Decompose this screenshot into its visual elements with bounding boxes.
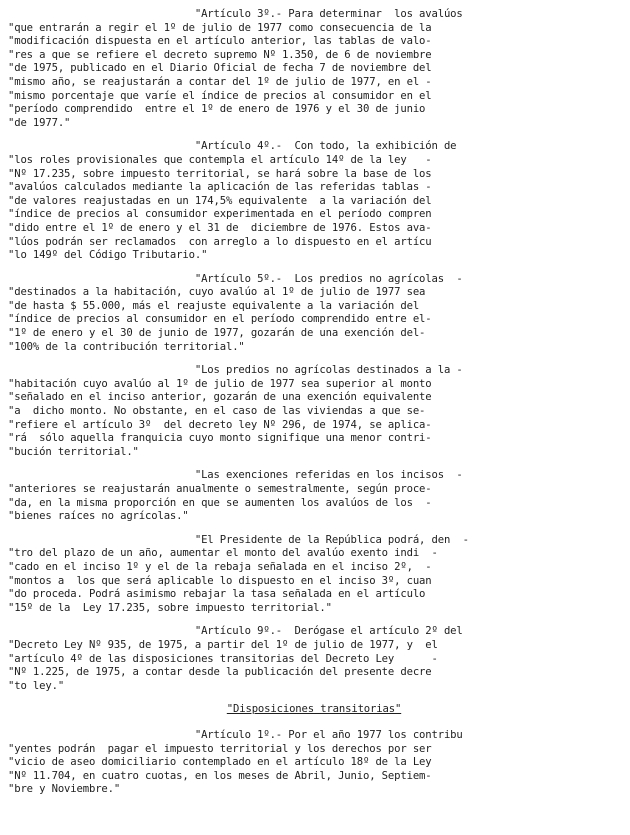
text-line: "lúos podrán ser reclamados con arreglo a lo dispuesto en el artícu: [8, 235, 432, 248]
text-line: "que entrarán a regir el 1º de julio de 1977 como consecuencia de la: [8, 21, 432, 34]
text-line: "Nº 17.235, sobre impuesto territorial, se hará sobre la base de los: [8, 167, 432, 180]
text-line: "de 1975, publicado en el Diario Oficial de fecha 7 de noviembre del: [8, 62, 432, 75]
text-line: "índice de precios al consumidor experimentada en el período compren: [8, 208, 432, 221]
text-line: "tro del plazo de un año, aumentar el monto del avalúo exento indi -: [8, 547, 438, 560]
section-heading-text: "Disposiciones transitorias": [226, 703, 402, 716]
text-line: "Nº 1.225, de 1975, a contar desde la publicación del presente decre: [8, 666, 432, 679]
article-paragraph: [8, 8, 620, 130]
text-line: "montos a los que será aplicable lo dispuesto en el inciso 3º, cuan: [8, 574, 432, 587]
article-paragraph: [8, 625, 620, 693]
text-line: "15º de la Ley 17.235, sobre impuesto territorial.": [8, 601, 332, 614]
text-line: "bienes raíces no agrícolas.": [8, 510, 189, 523]
text-line: "Decreto Ley Nº 935, de 1975, a partir del 1º de julio de 1977, y el: [8, 638, 438, 651]
text-line: "to ley.": [8, 679, 65, 692]
text-line: "100% de la contribución territorial.": [8, 340, 245, 353]
article-paragraph: [8, 364, 620, 459]
text-line: "Artículo 3º.- Para determinar los avalúos: [8, 8, 463, 20]
article-paragraph: [8, 273, 620, 355]
article-paragraph: [8, 140, 620, 262]
article-paragraph: [8, 534, 620, 616]
text-line: "1º de enero y el 30 de junio de 1977, gozarán de una exención del-: [8, 327, 426, 340]
text-line: "señalado en el inciso anterior, gozarán de una exención equivalente: [8, 391, 432, 404]
text-line: "bución territorial.": [8, 445, 139, 458]
text-line: "lo 149º del Código Tributario.": [8, 249, 208, 262]
text-line: "Artículo 4º.- Con todo, la exhibición de: [8, 140, 457, 153]
document-body: [8, 8, 620, 693]
text-line: "avalúos calculados mediante la aplicación de las referidas tablas -: [8, 181, 432, 194]
text-line: "artículo 4º de las disposiciones transitorias del Decreto Ley -: [8, 652, 438, 665]
text-line: "Artículo 1º.- Por el año 1977 los contribu: [8, 728, 463, 741]
text-line: "de hasta $ 55.000, más el reajuste equivalente a la variación del: [8, 299, 420, 312]
text-line: "de valores reajustadas en un 174,5% equivalente a la variación del: [8, 194, 432, 207]
text-line: "dido entre el 1º de enero y el 31 de diciembre de 1976. Estos ava-: [8, 221, 432, 234]
text-line: "yentes podrán pagar el impuesto territorial y los derechos por ser: [8, 742, 432, 755]
text-line: "do proceda. Podrá asimismo rebajar la tasa señalada en el artículo: [8, 588, 426, 601]
text-line: "res a que se refiere el decreto supremo Nº 1.350, de 6 de noviembre: [8, 48, 432, 61]
text-line: "período comprendido entre el 1º de enero de 1976 y el 30 de junio: [8, 103, 426, 116]
text-line: "rá sólo aquella franquicia cuyo monto signifique una menor contri-: [8, 432, 432, 445]
text-line: "habitación cuyo avalúo al 1º de julio de 1977 sea superior al monto: [8, 377, 432, 390]
text-line: "modificación dispuesta en el artículo anterior, las tablas de valo-: [8, 35, 432, 48]
text-line: "anteriores se reajustarán anualmente o semestralmente, según proce-: [8, 483, 432, 495]
text-line: "a dicho monto. No obstante, en el caso de las viviendas a que se-: [8, 405, 426, 418]
text-line: "cado en el inciso 1º y el de la rebaja señalada en el inciso 2º, -: [8, 560, 432, 573]
text-line: "refiere el artículo 3º del decreto ley Nº 296, de 1974, se aplica-: [8, 418, 432, 431]
text-line: "Las exenciones referidas en los incisos -: [8, 469, 463, 482]
text-line: "bre y Noviembre.": [8, 783, 121, 796]
text-line: "El Presidente de la República podrá, den -: [8, 533, 469, 546]
text-line: "mismo porcentaje que varíe el índice de precios al consumidor en el: [8, 89, 432, 102]
text-line: "de 1977.": [8, 116, 71, 129]
section-heading: [8, 703, 620, 717]
text-line: "los roles provisionales que contempla el artículo 14º de la ley -: [8, 153, 432, 166]
text-line: "da, en la misma proporción en que se aumenten los avalúos de los -: [8, 496, 432, 509]
text-line: "mismo año, se reajustarán a contar del 1º de julio de 1977, en el -: [8, 75, 432, 88]
article-paragraph: [8, 469, 620, 523]
text-line: "destinados a la habitación, cuyo avalúo al 1º de julio de 1977 sea: [8, 286, 426, 299]
text-line: "Nº 11.704, en cuatro cuotas, en los meses de Abril, Junio, Septiem-: [8, 769, 432, 782]
text-line: "Los predios no agrícolas destinados a la -: [8, 364, 463, 377]
text-line: "Artículo 9º.- Derógase el artículo 2º del: [8, 625, 463, 638]
text-line: "Artículo 5º.- Los predios no agrícolas -: [8, 272, 463, 285]
transitory-article-paragraph: [8, 729, 620, 797]
text-line: "vicio de aseo domiciliario contemplado en el artículo 18º de la Ley: [8, 756, 432, 769]
text-line: "índice de precios al consumidor en el período comprendido entre el-: [8, 313, 432, 326]
